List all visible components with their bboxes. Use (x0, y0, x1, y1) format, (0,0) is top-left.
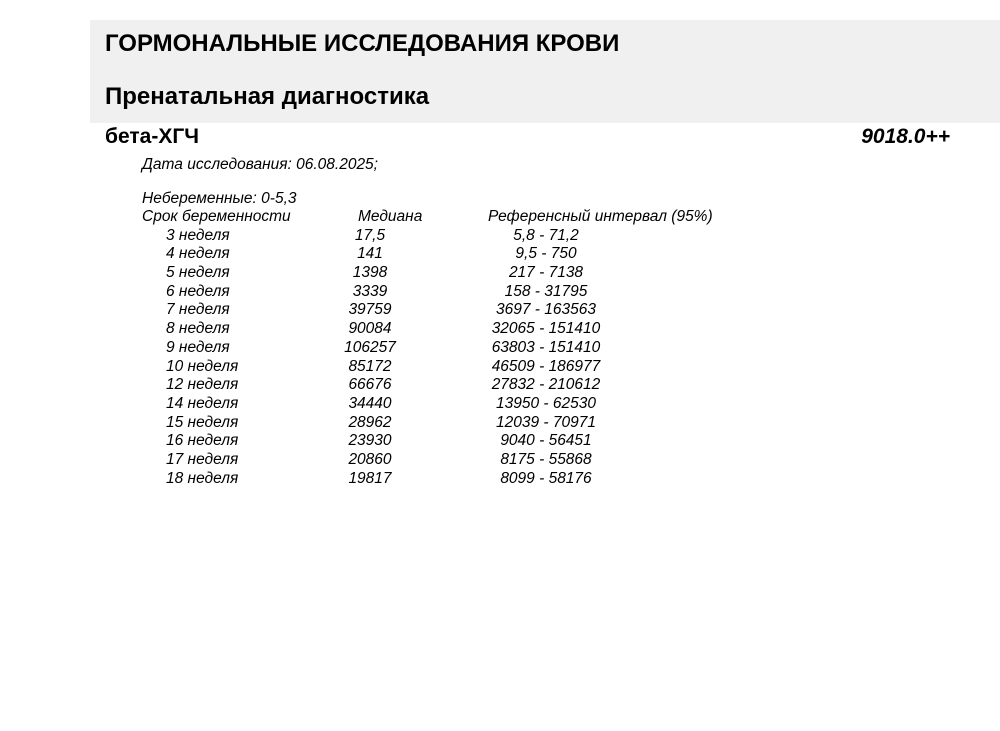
header-gestational-age: Срок беременности (142, 208, 291, 225)
row-reference-interval: 3697 - 163563 (496, 301, 596, 319)
reference-table (142, 208, 762, 488)
header-median: Медиана (358, 208, 423, 225)
table-row (142, 451, 762, 470)
study-date: Дата исследования: 06.08.2025; (142, 156, 378, 173)
row-gestational-age: 7 неделя (166, 301, 230, 319)
row-gestational-age: 16 неделя (166, 432, 239, 450)
row-median: 1398 (352, 264, 388, 282)
row-median: 17,5 (354, 226, 386, 244)
row-gestational-age: 18 неделя (166, 469, 239, 487)
table-row (142, 264, 762, 283)
row-reference-interval: 27832 - 210612 (491, 376, 601, 394)
row-reference-interval: 8175 - 55868 (500, 450, 592, 468)
row-median: 19817 (348, 469, 392, 487)
row-gestational-age: 15 неделя (166, 413, 239, 431)
table-row (142, 339, 762, 358)
row-median: 3339 (352, 282, 388, 300)
table-row (142, 245, 762, 264)
row-gestational-age: 14 неделя (166, 394, 239, 412)
row-median: 106257 (344, 338, 396, 356)
nonpregnant-reference: Небеременные: 0-5,3 (142, 190, 297, 207)
row-median: 20860 (348, 450, 392, 468)
row-gestational-age: 5 неделя (166, 264, 230, 282)
row-median: 85172 (348, 357, 392, 375)
reference-table-header (142, 208, 762, 227)
row-median: 141 (357, 245, 383, 263)
test-result: 9018.0++ (861, 125, 950, 148)
row-gestational-age: 10 неделя (166, 357, 239, 375)
table-row (142, 320, 762, 339)
table-row (142, 414, 762, 433)
row-gestational-age: 9 неделя (166, 338, 230, 356)
table-row (142, 470, 762, 489)
table-row (142, 358, 762, 377)
row-gestational-age: 4 неделя (166, 245, 230, 263)
row-reference-interval: 13950 - 62530 (496, 394, 596, 412)
row-median: 23930 (348, 432, 392, 450)
row-reference-interval: 9,5 - 750 (515, 245, 577, 263)
table-row (142, 395, 762, 414)
row-reference-interval: 12039 - 70971 (496, 413, 596, 431)
row-gestational-age: 8 неделя (166, 320, 230, 338)
section-title: ГОРМОНАЛЬНЫЕ ИССЛЕДОВАНИЯ КРОВИ (105, 30, 620, 57)
table-row (142, 432, 762, 451)
row-reference-interval: 46509 - 186977 (491, 357, 601, 375)
row-reference-interval: 5,8 - 71,2 (513, 226, 579, 244)
header-reference-interval: Референсный интервал (95%) (488, 208, 713, 225)
table-row (142, 227, 762, 246)
row-median: 66676 (348, 376, 392, 394)
subsection-title: Пренатальная диагностика (105, 83, 430, 110)
row-gestational-age: 12 неделя (166, 376, 239, 394)
row-reference-interval: 9040 - 56451 (500, 432, 592, 450)
row-gestational-age: 3 неделя (166, 226, 230, 244)
row-median: 39759 (348, 301, 392, 319)
row-gestational-age: 6 неделя (166, 282, 230, 300)
row-reference-interval: 8099 - 58176 (500, 469, 592, 487)
row-median: 90084 (348, 320, 392, 338)
reference-table-body (142, 227, 762, 489)
test-name: бета-ХГЧ (105, 125, 199, 148)
row-gestational-age: 17 неделя (166, 450, 239, 468)
table-row (142, 283, 762, 302)
table-row (142, 301, 762, 320)
row-reference-interval: 32065 - 151410 (491, 320, 601, 338)
row-median: 28962 (348, 413, 392, 431)
row-reference-interval: 63803 - 151410 (491, 338, 601, 356)
table-row (142, 376, 762, 395)
row-reference-interval: 158 - 31795 (504, 282, 588, 300)
row-median: 34440 (348, 394, 392, 412)
row-reference-interval: 217 - 7138 (508, 264, 584, 282)
